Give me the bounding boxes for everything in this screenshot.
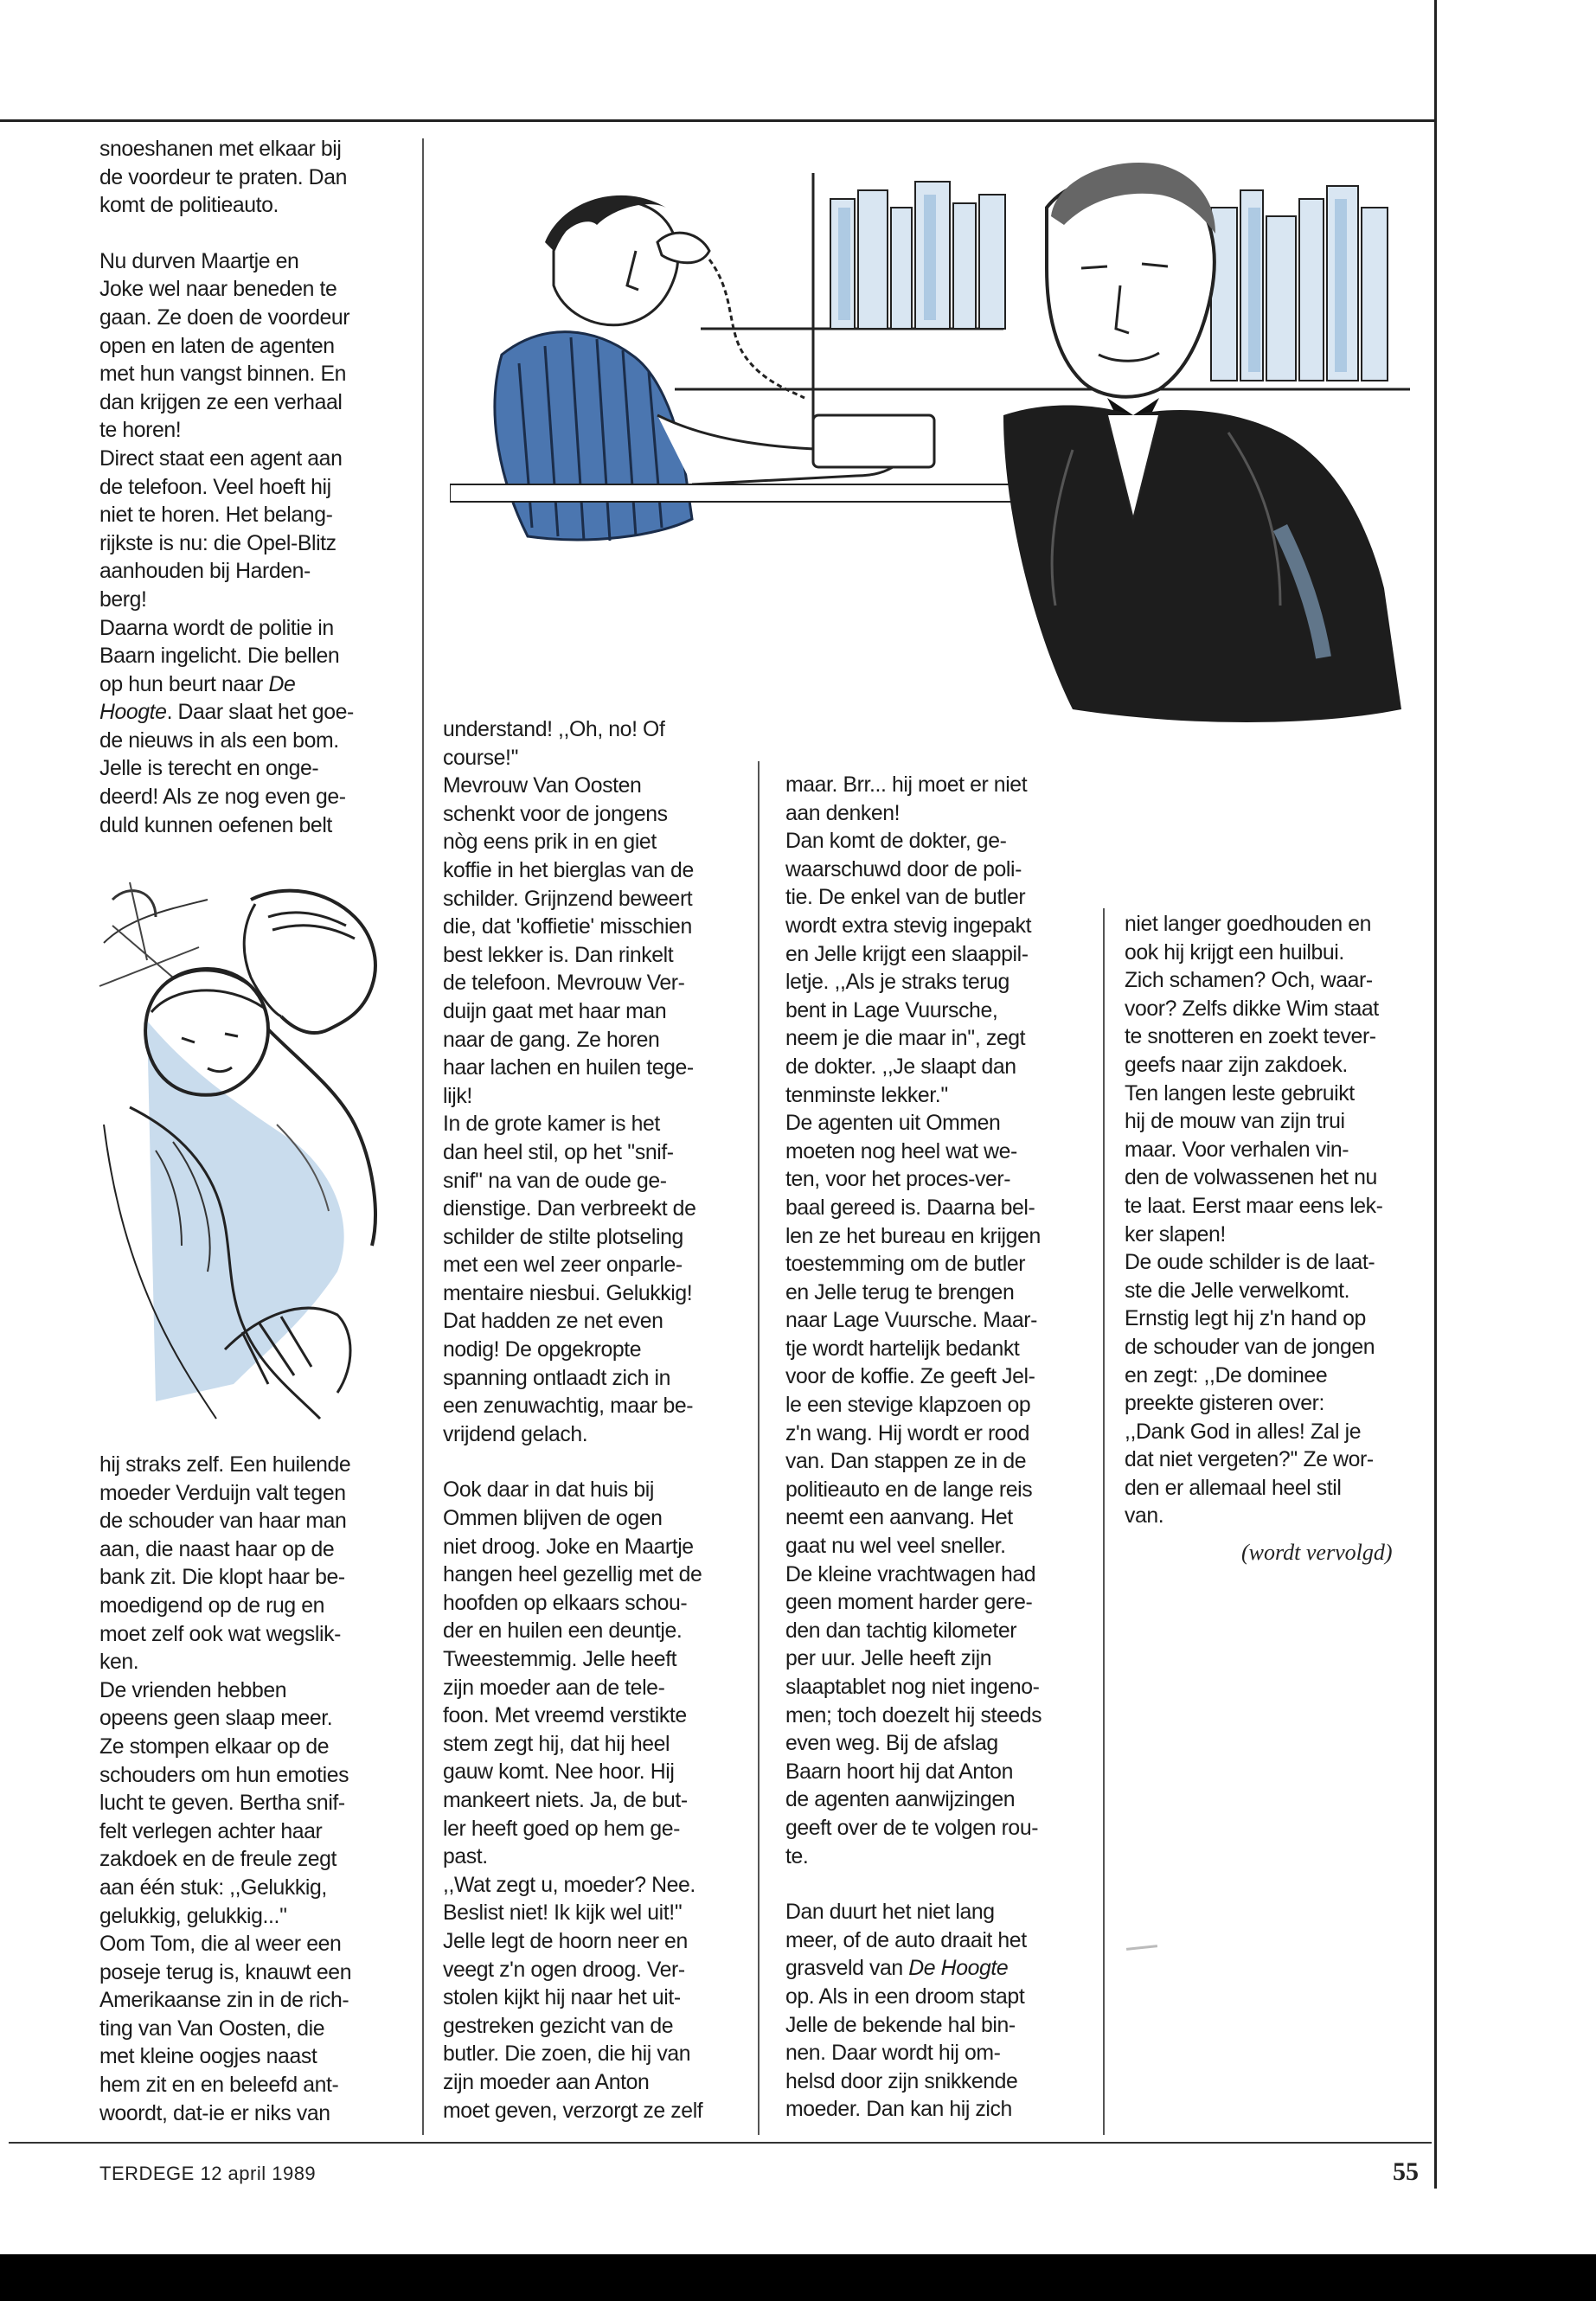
paragraph: maar. Brr... hij moet er niet aan denken! Dan komt de dokter, ge- waarschuwd door de poli- tie. De enkel van de butler wordt extra stevig ingepakt en Jelle krijgt een slaappil- letje. ,,Als je straks terug bent in Lage Vuursche, neem je die maar in'', zegt de dokter. ,,Je slaapt dan tenminste lekker.'' De agenten uit Ommen moeten nog heel wat we- ten, voor het proces-ver- baal gereed is. Daarna bel- len ze het bureau en krijgen toestemming om de butler en Jelle terug te brengen naar Lage Vuursche. Maar- tje wordt hartelijk bedankt voor de koffie. Ze geeft Jel- le een stevige klapzoen op z'n wang. Hij wordt er rood van. Dan stappen ze in de politieauto en de lange reis neemt een aanvang. Het gaat nu wel veel sneller. De kleine vrachtwagen had geen moment harder gere- den dan tachtig kilometer per uur. Jelle heeft zijn slaaptablet nog niet ingeno- men; toch doezelt hij steeds even weg. Bij de afslag Baarn hoort hij dat Anton de agenten aanwijzingen geeft over de te volgen rou- te. <box>785 773 1042 1868</box>
to-be-continued: (wordt vervolgd) <box>1241 1540 1393 1565</box>
column-1-top <box>99 136 411 840</box>
paragraph: hij straks zelf. Een huilende moeder Verduijn valt tegen de schouder van haar man aan, die naast haar op de bank zit. Die klopt haar be- moedigend op de rug en moet zelf ook wat wegslik- ken. De vrienden hebben opeens geen slaap meer. Ze stompen elkaar op de schouders om hun emoties lucht te geven. Bertha snif- felt verlegen achter haar zakdoek en de freule zegt aan één stuk: ,,Gelukkig, gelukkig, gelukkig...'' Oom Tom, die al weer een poseje terug is, knauwt een Amerikaanse zin in de rich- ting van Van Oosten, die met kleine oogjes naast hem zit en en beleefd ant- woordt, dat-ie er niks van <box>99 1453 352 2125</box>
paragraph: Ook daar in dat huis bij Ommen blijven de ogen niet droog. Joke en Maartje hangen heel gezellig met de hoofden op elkaars schou- der en huilen een deuntje. Tweestemmig. Jelle heeft zijn moeder aan de tele- foon. Met vreemd verstikte stem zegt hij, dat hij heel gauw komt. Nee hoor. Hij mankeert niets. Ja, de but- ler heeft goed op hem ge- past. ,,Wat zegt u, moeder? Nee. Beslist niet! Ik kijk wel uit!'' Jelle legt de hoorn neer en veegt z'n ogen droog. Ver- stolen kijkt hij naar het uit- gestreken gezicht van de butler. Die zoen, die hij van zijn moeder aan Anton moet geven, verzorgt ze zelf <box>443 1478 703 2123</box>
footer-magazine-date: TERDEGE 12 april 1989 <box>99 2163 317 2184</box>
paragraph-text: Nu durven Maartje en Joke wel naar beneden te gaan. Ze doen de voordeur open en laten de agenten met hun vangst binnen. En dan krijgen ze een verhaal te horen! Direct staat een agent aan de telefoon. Veel hoeft hij niet te horen. Het belang- rijkste is nu: die Opel-Blitz aanhouden bij Harden- berg! Daarna wordt de politie in Baarn ingelicht. Die bellen op hun beurt naar <box>99 249 350 696</box>
paragraph-text: Dan duurt het niet lang meer, of de auto draait het grasveld van <box>785 1900 1027 1981</box>
column-divider-2 <box>758 761 760 2135</box>
bottom-scan-border <box>0 2254 1596 2301</box>
column-divider-1 <box>422 138 424 2135</box>
column-divider-3 <box>1103 908 1105 2135</box>
paragraph: understand! ,,Oh, no! Of course!'' Mevrouw Van Oosten schenkt voor de jongens nòg eens prik in en giet koffie in het bierglas van de schilder. Grijnzend beweert die, dat 'koffietie' misschien best lekker is. Dan rinkelt de telefoon. Mevrouw Ver- duijn gaat met haar man naar de gang. Ze horen haar lachen en huilen tege- lijk! In de grote kamer is het dan heel stil, op het ''snif- snif'' na van de oude ge- dienstige. Dan verbreekt de schilder de stilte plotseling met een wel zeer onparle- mentaire niesbui. Gelukkig! Dat hadden ze net even nodig! De opgekropte spanning ontlaadt zich in een zenuwachtig, maar be- vrijdend gelach. <box>443 718 696 1446</box>
column-4 <box>1125 911 1427 1531</box>
stray-mark <box>1126 1945 1157 1951</box>
place-name: De Hoogte <box>99 672 296 725</box>
place-name: De Hoogte <box>908 1957 1009 1981</box>
column-3 <box>785 772 1097 2125</box>
paragraph-text: op. Als in een droom stapt Jelle de bekende hal bin- nen. Daar wordt hij om- helsd door zijn snikkende moeder. Dan kan hij zich <box>785 1984 1025 2122</box>
paragraph-text: . Daar slaat het goe- de nieuws in als een bom. Jelle is terecht en onge- deerd! Als ze nog even ge- duld kunnen oefenen belt <box>99 701 354 837</box>
paragraph: snoeshanen met elkaar bij de voordeur te praten. Dan komt de politieauto. <box>99 138 347 218</box>
column-1-bottom <box>99 1452 411 2128</box>
illustration-embrace <box>95 865 415 1453</box>
footer-rule <box>9 2142 1432 2144</box>
paragraph <box>99 248 411 840</box>
column-2 <box>443 716 750 2125</box>
paragraph: niet langer goedhouden en ook hij krijgt een huilbui. Zich schamen? Och, waar- voor? Zelfs dikke Wim staat te snotteren en zoekt tever- geefs naar zijn zakdoek. Ten langen leste gebruikt hij de mouw van zijn trui maar. Voor verhalen vin- den de volwassenen het nu te laat. Eerst maar eens lek- ker slapen! De oude schilder is de laat- ste die Jelle verwelkomt. Ernstig legt hij z'n hand op de schouder van de jongen en zegt: ,,De dominee preekte gisteren over: ,,Dank God in alles! Zal je dat niet vergeten?'' Ze wor- den er allemaal heel stil van. <box>1125 913 1383 1529</box>
page-right-rule <box>1434 0 1437 2189</box>
paragraph <box>785 1899 1097 2125</box>
page-number: 55 <box>1393 2157 1419 2186</box>
page-top-rule <box>0 119 1436 122</box>
